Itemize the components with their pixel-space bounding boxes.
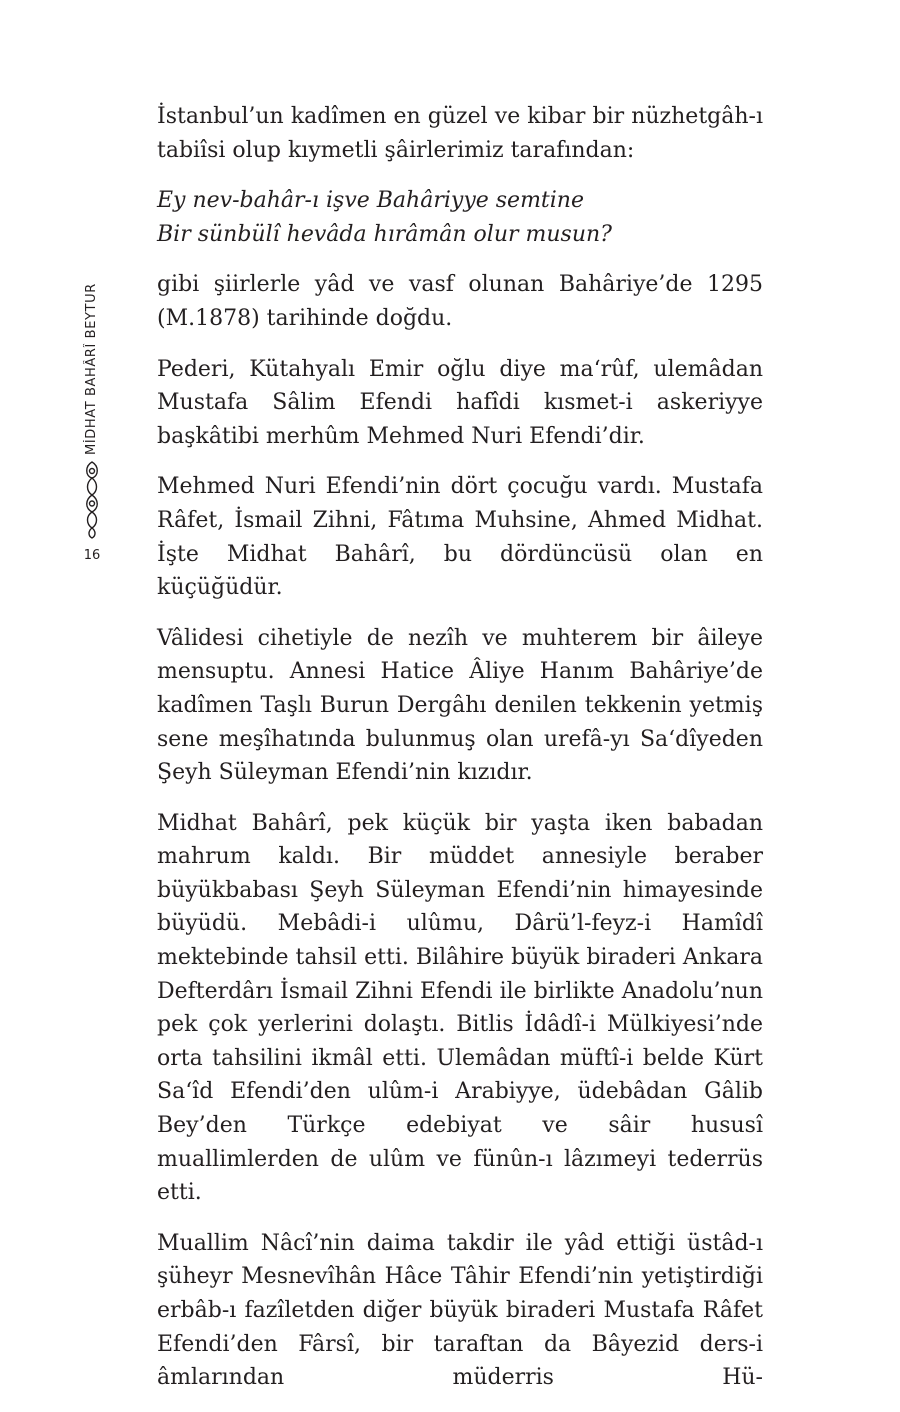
verse-line-1: Ey nev-bahâr-ı işve Bahâriyye semtine: [157, 188, 584, 214]
paragraph-1: İstanbul’un kadîmen en güzel ve kibar bir nüzhetgâh-ı tabiîsi olup kıymetli şâirlerimiz tarafından:: [157, 104, 763, 163]
verse-quote: [157, 184, 763, 251]
paragraph-5: Vâlidesi cihetiyle de nezîh ve muhterem bir âileye mensuptu. Annesi Hatice Âliye Hanım Bahâriye’de kadîmen Taşlı Burun Dergâhı denilen tekkenin yetmiş sene meşîhatında bulunmuş olan urefâ-yı Sa‘dîyeden Şeyh Süleyman Efendi’nin kızıdır.: [157, 625, 763, 786]
paragraph-2: gibi şiirlerle yâd ve vasf olunan Bahâriye’de 1295 (M.1878) tarihinde doğdu.: [157, 272, 763, 331]
paragraph-4: Mehmed Nuri Efendi’nin dört çocuğu vardı. Mustafa Râfet, İsmail Zihni, Fâtıma Muhsine, Ahmed Midhat. İşte Midhat Bahârî, bu dördüncüsü olan en küçüğüdür.: [157, 474, 763, 601]
running-title: MİDHAT BAHÂRÎ BEYTUR: [84, 283, 99, 455]
paragraph-7: Muallim Nâcî’nin daima takdir ile yâd ettiği üstâd-ı şüheyr Mesnevîhân Hâce Tâhir Efendi’nin yetiştirdiği erbâb-ı fazîletden diğer büyük biraderi Mustafa Râfet Efendi’den Fârsî, bir taraftan da Bâyezid ders-i âmlarından müderris Hü-: [157, 1230, 763, 1391]
paragraph-6: Midhat Bahârî, pek küçük bir yaşta iken babadan mahrum kaldı. Bir müddet annesiyle beraber büyükbabası Şeyh Süleyman Efendi’nin himayesinde büyüdü. Mebâdi-i ulûmu, Dârü’l-feyz-i Hamîdî mektebinde tahsil etti. Bilâhire büyük biraderi Ankara Defterdârı İsmail Zihni Efendi ile birlikte Anadolu’nun pek çok yerlerini dolaştı. Bitlis İdâdî-i Mülkiyesi’nde orta tahsilini ikmâl etti. Ulemâdan müftî-i belde Kürt Sa‘îd Efendi’den ulûm-i Arabiyye, üdebâdan Gâlib Bey’den Türkçe edebiyat ve sâir hususî muallimlerden de ulûm ve fünûn-ı lâzımeyi tederrüs etti.: [157, 810, 763, 1206]
paragraph-3: Pederi, Kütahyalı Emir oğlu diye ma‘rûf, ulemâdan Mustafa Sâlim Efendi hafîdi kısmet-i askeriyye başkâtibi merhûm Mehmed Nuri Efendi’dir.: [157, 356, 763, 449]
page-number: 16: [83, 548, 101, 563]
page-margin-rail: [72, 240, 112, 570]
scroll-ornament-icon: [82, 458, 102, 540]
body-text: [157, 100, 763, 1412]
verse-line-2: Bir sünbülî hevâda hırâmân olur musun?: [157, 221, 612, 247]
